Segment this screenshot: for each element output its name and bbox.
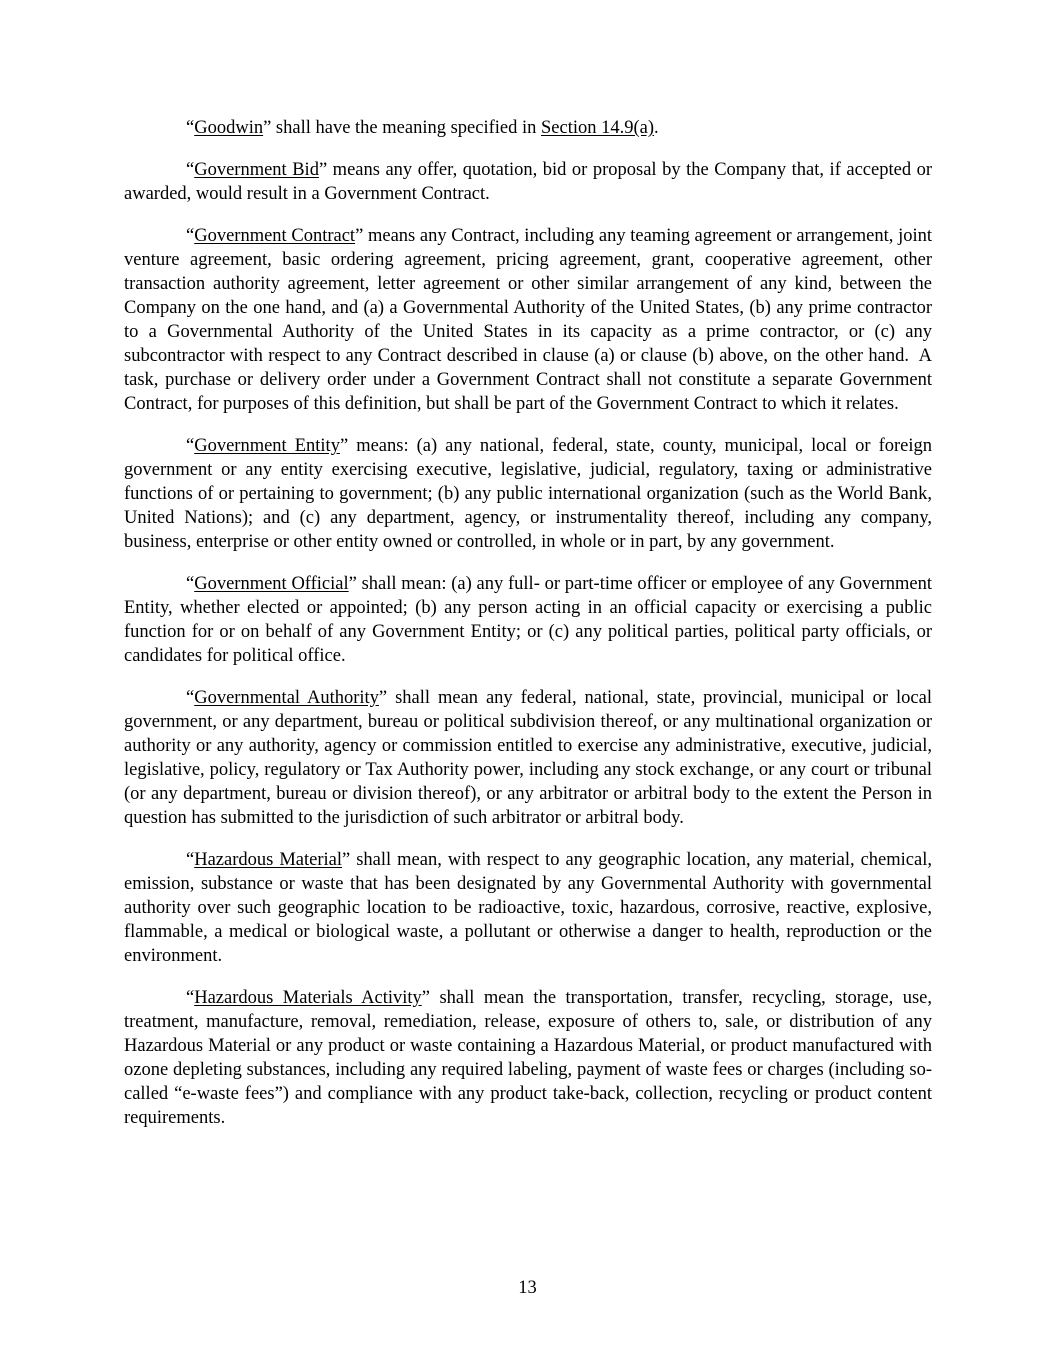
text-run: . <box>654 118 659 138</box>
defined-term: Goodwin <box>194 118 264 138</box>
text-run: “ <box>186 118 195 138</box>
paragraph-hazardous-materials-activity <box>124 986 932 1130</box>
defined-term: Government Entity <box>194 436 340 456</box>
text-run: “ <box>186 160 195 180</box>
text-run: “ <box>186 574 195 594</box>
text-run: “ <box>186 988 195 1008</box>
text-run: “ <box>186 850 195 870</box>
text-run: ” means any Contract, including any teaming agreement or arrangement, joint venture agreement, basic ordering agreement, pricing agreement, grant, cooperative agreement, other transaction authority agreement, letter agreement or other similar arrangement of any kind, between the Company on the one hand, and (a) a Governmental Authority of the United States, (b) any prime contractor to a Governmental Authority of the United States in its capacity as a prime contractor, or (c) any subcontractor with respect to any Contract described in clause (a) or clause (b) above, on the other hand. A task, purchase or delivery order under a Government Contract shall not constitute a separate Government Contract, for purposes of this definition, but shall be part of the Government Contract to which it relates. <box>124 226 932 414</box>
defined-term: Governmental Authority <box>194 688 379 708</box>
text-run: ” means any offer, quotation, bid or proposal by the Company that, if accepted or awarded, would result in a Government Contract. <box>124 160 933 204</box>
text-run: “ <box>186 436 195 456</box>
paragraph-government-official <box>124 572 932 668</box>
paragraph-government-contract <box>124 224 932 416</box>
text-run: ” shall mean the transportation, transfer, recycling, storage, use, treatment, manufacture, removal, remediation, release, exposure of others to, sale, or distribution of any Hazardous Material or any product or waste containing a Hazardous Material, or product manufactured with ozone depleting substances, including any required labeling, payment of waste fees or charges (including so-called “e-waste fees”) and compliance with any product take-back, collection, recycling or product content requirements. <box>124 988 932 1128</box>
text-run: ” shall mean, with respect to any geographic location, any material, chemical, emission, substance or waste that has been designated by any Governmental Authority with governmental authority over such geographic location to be radioactive, toxic, hazardous, corrosive, reactive, explosive, flammable, a medical or biological waste, a pollutant or otherwise a danger to health, reproduction or the environment. <box>124 850 932 966</box>
defined-term: Hazardous Materials Activity <box>194 988 422 1008</box>
text-run: “ <box>186 688 195 708</box>
paragraph-government-entity <box>124 434 932 554</box>
text-run: ” shall mean: (a) any full- or part-time officer or employee of any Government Entity, whether elected or appointed; (b) any person acting in an official capacity or exercising a public function for or on behalf of any Government Entity; or (c) any political parties, political party officials, or candidates for political office. <box>124 574 932 666</box>
defined-term: Government Official <box>194 574 349 594</box>
paragraph-government-bid <box>124 158 932 206</box>
defined-term: Government Bid <box>194 160 319 180</box>
defined-term: Government Contract <box>194 226 356 246</box>
defined-term: Hazardous Material <box>194 850 342 870</box>
paragraph-hazardous-material <box>124 848 932 968</box>
text-run: “ <box>186 226 195 246</box>
defined-term: Section 14.9(a) <box>541 118 655 138</box>
paragraph-goodwin <box>124 116 932 140</box>
paragraph-governmental-authority <box>124 686 932 830</box>
text-run: ” shall have the meaning specified in <box>263 118 542 138</box>
text-run: ” means: (a) any national, federal, state, county, municipal, local or foreign government or any entity exercising executive, legislative, judicial, regulatory, taxing or administrative functions of or pertaining to government; (b) any public international organization (such as the World Bank, United Nations); and (c) any department, agency, or instrumentality thereof, including any company, business, enterprise or other entity owned or controlled, in whole or in part, by any government. <box>124 436 932 552</box>
text-run: ” shall mean any federal, national, state, provincial, municipal or local government, or any department, bureau or political subdivision thereof, or any multinational organization or authority or any authority, agency or commission entitled to exercise any administrative, executive, judicial, legislative, policy, regulatory or Tax Authority power, including any stock exchange, or any court or tribunal (or any department, bureau or division thereof), or any arbitrator or arbitral body to the extent the Person in question has submitted to the jurisdiction of such arbitrator or arbitral body. <box>124 688 932 828</box>
page-number: 13 <box>518 1278 537 1298</box>
